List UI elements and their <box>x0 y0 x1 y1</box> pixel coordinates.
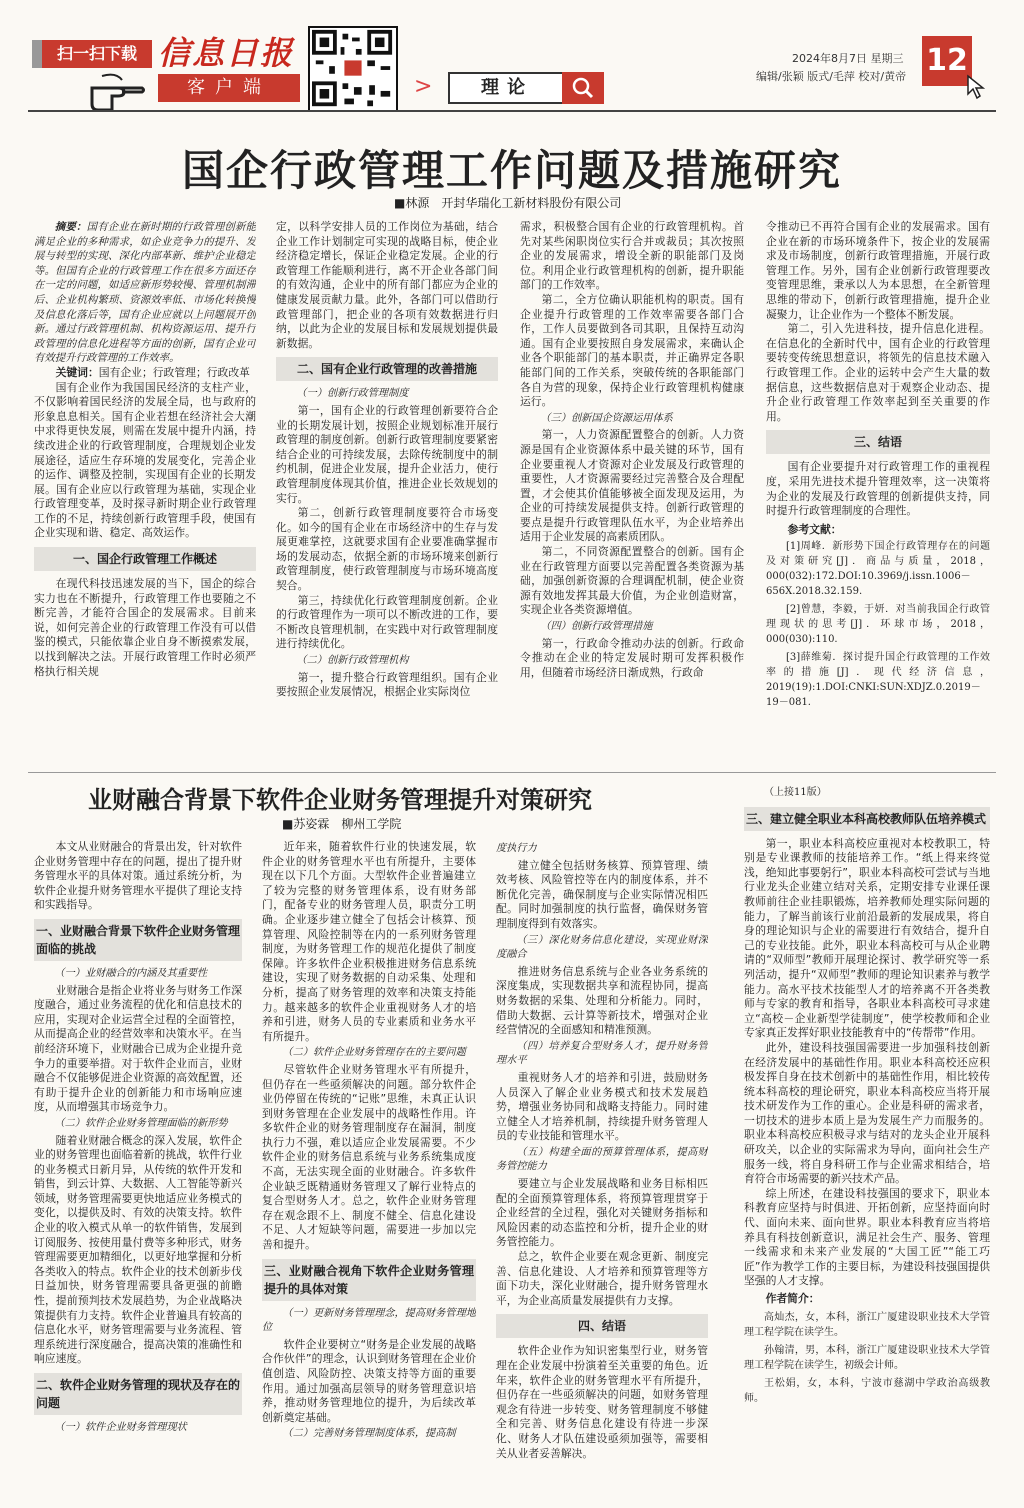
article2-title: 业财融合背景下软件企业财务管理提升对策研究 <box>88 786 592 814</box>
paragraph: 定，以科学安排人员的工作岗位为基础，结合企业工作计划制定可实现的战略目标，使企业经济稳定增长，保证企业稳定发展。企业的行政管理工作能顺利进行，离不开企业各部门间的有效沟通，企业中的所有部门都应为企业的健康发展贡献力量。此外，各部门可以借助行政管理部门，把企业的各项有效数据进行归纳，以此为企业的发展目标和发展规划提供最新数据。 <box>276 220 498 350</box>
paragraph: 第二，引入先进科技，提升信息化进程。在信息化的全新时代中，国有企业的行政管理要转变传统思想意识，将领先的信息技术融入行政管理工作。企业的运转中会产生大量的数据信息，这些数据信息对于观察企业动态、提升企业行政管理工作效率起到至关重要的作用。 <box>766 322 990 423</box>
paragraph: 建立健全包括财务核算、预算管理、绩效考核、风险管控等在内的制度体系，并不断优化完善，确保制度与企业实际情况相匹配。同时加强制度的执行监督，确保财务管理制度得到有效落实。 <box>496 858 708 930</box>
paragraph: 业财融合是指企业将业务与财务工作深度融合，通过业务流程的优化和信息技术的应用，实现对企业运营全过程的全面管控，从而提高企业的经营效率和决策水平。在当前经济环境下，业财融合已成为企业提升竞争力的重要举措。对于软件企业而言，业财融合不仅能够促进企业资源的高效配置，还有助于提升企业的创新能力和市场响应速度，从而增强其市场竞争力。 <box>34 983 242 1114</box>
subheading: （四）创新行政管理措施 <box>540 621 653 633</box>
paragraph: 令推动已不再符合国有企业的发展需求。国有企业在新的市场环境条件下，按企业的发展需求及市场制度，创新行政管理措施，开展行政管理工作。另外，国有企业创新行政管理要改变管理思维，秉承以人为本思想，在全新管理思维的带动下，创新行政管理措施，提升企业凝聚力，让企业作为一个整体不断发展。 <box>766 220 990 321</box>
paragraph: 尽管软件企业财务管理水平有所提升，但仍存在一些亟须解决的问题。部分软件企业仍停留在传统的“记账”思维，未真正认识到财务管理在企业发展中的战略性作用。许多软件企业的财务管理制度存在漏洞，制度执行力不强，难以适应企业发展需要。不少软件企业的财务信息系统与业务系统集成度不高，无法实现全面的业财融合。许多软件企业缺乏既精通财务管理又了解行业特点的复合型财务人才。总之，软件企业财务管理存在观念跟不上、制度不健全、信息化建设不足、人才短缺等问题，需要进一步加以完善和提升。 <box>262 1062 476 1252</box>
paragraph: 此外，建设科技强国需要进一步加强科技创新在经济发展中的基础性作用。职业本科高校还应积极发挥自身在技术创新中的基础性作用，相比较传统本科高校的理论研究，职业本科高校应当将开展技术研发作为工作的重心。企业是科研的需求者，一切技术的进步本质上是为发展生产力而服务的。职业本科高校应积极寻求与结对的龙头企业开展科研攻关，以企业的实际需求为导向，面向社会生产服务一线，将自身科研工作与企业需求相结合，培育符合市场需要的新兴技术产品。 <box>744 1040 990 1186</box>
article1-column-3 <box>520 220 744 770</box>
section-divider <box>28 772 996 773</box>
paragraph: 第一，行政命令推动办法的创新。行政命令推动在企业的特定发展时期可发挥积极作用，但随着市场经济日渐成熟，行政命 <box>520 636 744 679</box>
keywords: 关键词：国有企业；行政管理；行政改革 <box>55 365 250 379</box>
editor-credits: 编辑/张颖 版式/毛萍 校对/黄帝 <box>756 70 907 83</box>
paragraph: 需求，积极整合国有企业的行政管理机构。首先对某些闲职岗位实行合并或裁员；其次按照企业的发展需求，增设全新的职能部门及岗位。利用企业行政管理机构的创新，提升职能部门的工作效率。 <box>520 220 744 292</box>
page-number: 12 <box>922 36 972 86</box>
client-label[interactable]: 客户端 <box>158 74 300 102</box>
article1-column-1 <box>34 220 256 770</box>
article1-title: 国企行政管理工作问题及措施研究 <box>181 146 842 195</box>
arrow-icon: > <box>414 74 433 99</box>
article3-column <box>744 786 990 1482</box>
subheading: （一）业财融合的内涵及其重要性 <box>54 967 208 979</box>
paragraph: 软件企业要树立“财务是企业发展的战略合作伙伴”的理念，认识到财务管理在企业价值创造、风险防控、决策支持等方面的重要作用。通过加强高层领导的财务管理意识培养，推动财务管理地位的提升，为后续改革创新奠定基础。 <box>262 1337 476 1424</box>
masthead <box>0 0 1024 118</box>
subheading: （三）创新国企资源运用体系 <box>540 412 673 424</box>
article1-column-2 <box>276 220 498 770</box>
section-heading: 一、国企行政管理工作概述 <box>34 547 256 571</box>
section-heading: 三、建立健全职业本科高校教师队伍培养模式 <box>744 807 990 831</box>
article2-column-3 <box>496 840 708 1480</box>
section-heading: 二、软件企业财务管理的现状及存在的问题 <box>34 1373 242 1415</box>
section-heading: 二、国有企业行政管理的改善措施 <box>276 357 498 381</box>
paragraph: 第一，提升整合行政管理组织。国有企业要按照企业发展情况，根据企业实际岗位 <box>276 670 498 699</box>
abstract: 摘要：国有企业在新时期的行政管理创新能满足企业的多种需求，如企业竞争力的提升、发展与转型的实现、深化内部革新、维护企业稳定等。但国有企业的行政管理工作在很多方面还存在一定的问题，如适应新形势较慢、管理机制滞后、企业机构繁琐、资源效率低、市场化转换慢及信息化落后等，国有企业应就以上问题展开创新。通过行政管理机制、机构资源运用、提升行政管理的信息化进程等方面的创新，国有企业可有效提升行政管理的工作效率。 <box>34 221 256 365</box>
article1-column-4 <box>766 220 990 770</box>
subheading: （五）构建全面的预算管理体系，提高财务管控能力 <box>496 1146 708 1173</box>
subheading: 度执行力 <box>496 843 537 854</box>
qr-code-icon[interactable] <box>308 26 398 112</box>
paragraph: 重视财务人才的培养和引进，鼓励财务人员深入了解企业业务模式和技术发展趋势，增强业务协同和战略支持能力。同时建立健全人才培养机制，持续提升财务管理人员的专业技能和管理水平。 <box>496 1070 708 1143</box>
section-heading: 三、业财融合视角下软件企业财务管理提升的具体对策 <box>262 1259 476 1301</box>
section-heading: 三、结语 <box>766 430 990 454</box>
paragraph: 软件企业作为知识密集型行业，财务管理在企业发展中扮演着至关重要的角色。近年来，软件企业的财务管理水平有所提升，但仍存在一些亟须解决的问题，如财务管理观念有待进一步转变、财务管理制度不够健全和完善、财务信息化建设有待进一步深化、财务人才队伍建设亟须加强等，需要相关从业者妥善解决。 <box>496 1344 708 1460</box>
article2-column-2 <box>262 840 476 1480</box>
reference-item: [2]曾慧，李毅，于妍．对当前我国企行政管理现状的思考[J]．环球市场，2018，000(030):110. <box>766 604 990 646</box>
scan-download-label[interactable]: 扫一扫下载 <box>32 40 152 68</box>
article2-byline: ■苏姿霖 柳州工学院 <box>282 817 402 831</box>
issue-date: 2024年8月7日 星期三 <box>792 52 904 65</box>
paragraph: 第三，持续优化行政管理制度创新。企业的行政管理作为一项可以不断改进的工作，要不断改良管理机制，在实践中对行政管理制度进行持续优化。 <box>276 593 498 651</box>
paragraph: 本文从业财融合的背景出发，针对软件企业财务管理中存在的问题，提出了提升财务管理水平的具体对策。通过系统分析，为软件企业提升财务管理水平提供了理论支持和实践指导。 <box>34 840 242 912</box>
paragraph: 随着业财融合概念的深入发展，软件企业的财务管理也面临着新的挑战，软件行业的业务模式日新月异，从传统的软件开发和销售，到云计算、大数据、人工智能等新兴领域，财务管理需要更快地适应业务模式的变化，以提供及时、有效的决策支持。软件企业的收入模式从单一的软件销售，发展到订阅服务、按使用量付费等多种形式，财务管理需要更加精细化，以更好地掌握和分析各类收入的特点。软件企业的技术创新步伐日益加快，财务管理需要具备更强的前瞻性，提前预判技术发展趋势，为企业战略决策提供有力支持。软件企业普遍具有较高的信息化水平，财务管理需要与业务流程、管理系统进行深度融合，提高决策的准确性和响应速度。 <box>34 1133 242 1366</box>
author-bio: 高灿杰，女，本科，浙江广厦建设职业技术大学管理工程学院在读学生。 <box>744 1311 990 1338</box>
paragraph: 国有企业要提升对行政管理工作的重视程度，采用先进技术提升管理效率，这一决策将为企业的发展及行政管理的创新提供支持，同时提升行政管理制度的合理性。 <box>766 460 990 518</box>
subheading: （四）培养复合型财务人才，提升财务管理水平 <box>496 1040 708 1067</box>
cursor-icon <box>966 74 988 100</box>
pointing-hand-icon <box>88 70 146 114</box>
abstract-label: 摘要： <box>54 221 87 233</box>
paragraph: 在现代科技迅速发展的当下，国企的综合实力也在不断提升，行政管理工作也要随之不断完善，才能符合国企的发展需求。目前来说，如何完善企业的行政管理工作没有可以借鉴的模式，只能依靠企业自身不断摸索发展，以找到解决之法。开展行政管理工作时必须严格执行相关规 <box>34 577 256 678</box>
subheading: （三）深化财务信息化建设，实现业财深度融合 <box>496 934 708 961</box>
article1-byline: ■林源 开封华瑞化工新材料股份有限公司 <box>394 196 622 210</box>
paragraph: 第一，国有企业的行政管理创新要符合企业的长期发展计划，按照企业规划标准开展行政管理的制度创新。创新行政管理制度要紧密结合企业的可持续发展，去除传统制度中的制约机制，促进企业发展，提升企业活力，使行政管理制度体现其价值，推进企业长效规划的实行。 <box>276 403 498 505</box>
search-button[interactable] <box>562 72 604 104</box>
article2-column-1 <box>34 840 242 1480</box>
paragraph: 国有企业作为我国国民经济的支柱产业，不仅影响着国民经济的发展全局，也与政府的形象息息相关。国有企业若想在经济社会大潮中求得更快发展，则需在发展中提升内涵，持续改进企业的行政管理制度，合理规划企业发展途径，适应生存环境的发展变化，完善企业的运作、调整及控制，实现国有企业的长期发展。国有企业应以行政管理为基础，实现企业行政管理变革，及时探寻新时期企业行政管理工作的不足，持续创新行政管理手段，使国有企业实现和谐、稳定、高效运作。 <box>34 380 256 540</box>
header-rule <box>28 110 996 112</box>
author-bio: 王松娟，女，本科，宁波市慈湖中学政治高级教师。 <box>744 1377 990 1404</box>
paragraph: 推进财务信息系统与企业各业务系统的深度集成，实现数据共享和流程协同，提高财务数据的采集、处理和分析能力。同时，借助大数据、云计算等新技术，增强对企业经营情况的全面感知和精准预测。 <box>496 964 708 1037</box>
paragraph: 第二，全方位确认职能机构的职责。国有企业提升行政管理的工作效率需要各部门合作，工作人员要做到各司其职，且保持互动沟通。国有企业要按照自身发展需求，来确认企业各个职能部门的基本职责，并正确界定各职能部门间的工作关系，突破传统的各职能部门各自为营的现象，保持企业行政管理机构健康运行。 <box>520 292 744 409</box>
section-name[interactable]: 理论 <box>448 72 566 104</box>
section-heading: 一、业财融合背景下软件企业财务管理面临的挑战 <box>34 919 242 961</box>
paragraph: 第二，不同资源配置整合的创新。国有企业在行政管理方面要以完善配置各类资源为基础，加强创新资源的合理调配机制，使企业资源有效地发挥其最大价值，为企业创造财富，实现企业各类资源增值。 <box>520 545 744 617</box>
continued-note: （上接11版） <box>764 787 827 798</box>
subheading: （一）创新行政管理制度 <box>296 388 409 400</box>
reference-item: [3]薛维菊．探讨提升国企行政管理的工作效率的措施[J]．现代经济信息，2019(19):1.DOI:CNKI:SUN:XDJZ.0.2019－19－081. <box>766 652 990 709</box>
subheading: （一）更新财务管理理念，提高财务管理地位 <box>262 1307 476 1334</box>
author-bio-label: 作者简介： <box>765 1292 820 1305</box>
subheading: （二）软件企业财务管理面临的新形势 <box>54 1117 228 1129</box>
paragraph: 第二，创新行政管理制度要符合市场变化。如今的国有企业在市场经济中的生存与发展更难掌控，这就要求国有企业要准确掌握市场的发展动态，依据全新的市场环境来创新行政管理制度，使行政管理制度与市场环境高度契合。 <box>276 506 498 593</box>
paragraph: 第一，职业本科高校应重视对本校教职工，特别是专业课教师的技能培养工作。“纸上得来终觉浅，绝知此事要躬行”，职业本科高校可尝试与当地行业龙头企业建立结对关系，定期安排专业课任课教师前往企业挂职锻炼，培养教师处理实际问题的能力，了解当前该行业前沿最新的发展成果，将自身的理论知识与企业的需要进行有效结合，提升自己的专业技能。此外，职业本科高校可与从企业聘请的“双师型”教师开展理论探讨、教学研究等一系列活动，提升“双师型”教师的理论知识素养与教学能力。高水平技术技能型人才的培养离不开各类教师与专家的教育和指导，各职业本科高校可寻求建立“高校－企业新型学徒制度”，使学校教师和企业专家真正发挥好职业技能教育中的“传帮带”作用。 <box>744 836 990 1040</box>
subheading: （二）创新行政管理机构 <box>296 655 409 667</box>
author-bio: 孙翰清，男，本科，浙江广厦建设职业技术大学管理工程学院在读学生，初级会计师。 <box>744 1344 990 1371</box>
reference-item: [1]周峰．新形势下国企行政管理存在的问题及对策研究[J]．商品与质量，2018，000(032):172.DOI:10.3969/j.issn.1006－656X.2018.32.159. <box>766 541 990 598</box>
paragraph: 综上所述，在建设科技强国的要求下，职业本科教育应坚持与时俱进、开拓创新，应坚持面向时代、面向未来、面向世界。职业本科教育应当将培养具有科技创新意识，满足社会生产、服务、管理一线需求和未来产业发展的“大国工匠”“能工巧匠”作为教学工作的主要目标，为建设科技强国提供坚强的人才支撑。 <box>744 1186 990 1288</box>
subheading: （二）软件企业财务管理存在的主要问题 <box>282 1047 466 1059</box>
paragraph: 近年来，随着软件行业的快速发展，软件企业的财务管理水平也有所提升，主要体现在以下几个方面。大型软件企业普遍建立了较为完整的财务管理体系，设有财务部门，配备专业的财务管理人员，职责分工明确。企业逐步建立健全了包括会计核算、预算管理、风险控制等在内的一系列财务管理制度，为财务管理工作的规范化提供了制度保障。许多软件企业积极推进财务信息系统建设，实现了财务数据的自动采集、处理和分析，提高了财务管理的效率和决策支持能力。越来越多的软件企业重视财务人才的培养和引进，财务人员的专业素质和业务水平有所提升。 <box>262 840 476 1043</box>
brand-logo: 信息日报 <box>158 34 295 72</box>
references-label: 参考文献： <box>787 522 842 536</box>
section-heading: 四、结语 <box>496 1314 708 1338</box>
search-icon <box>562 72 604 104</box>
paragraph: 总之，软件企业要在观念更新、制度完善、信息化建设、人才培养和预算管理等方面下功夫，深化业财融合，提升财务管理水平，为企业高质量发展提供有力支撑。 <box>496 1250 708 1307</box>
subheading: （一）软件企业财务管理现状 <box>54 1422 187 1433</box>
subheading: （二）完善财务管理制度体系，提高制 <box>282 1428 456 1440</box>
paragraph: 要建立与企业发展战略和业务目标相匹配的全面预算管理体系，将预算管理贯穿于企业经营的全过程，强化对关键财务指标和风险因素的动态监控和分析，提升企业的财务管控能力。 <box>496 1177 708 1249</box>
paragraph: 第一，人力资源配置整合的创新。人力资源是国有企业资源体系中最关键的环节，国有企业要重视人才资源对企业发展及行政管理的重要性，人才资源需要经过完善整合及合理配置，才会使其价值能够被全面发现及运用，为企业的可持续发展提供支持。创新行政管理的要点是提升行政管理队伍水平，为企业培养出适用于企业发展的高素质团队。 <box>520 428 744 544</box>
